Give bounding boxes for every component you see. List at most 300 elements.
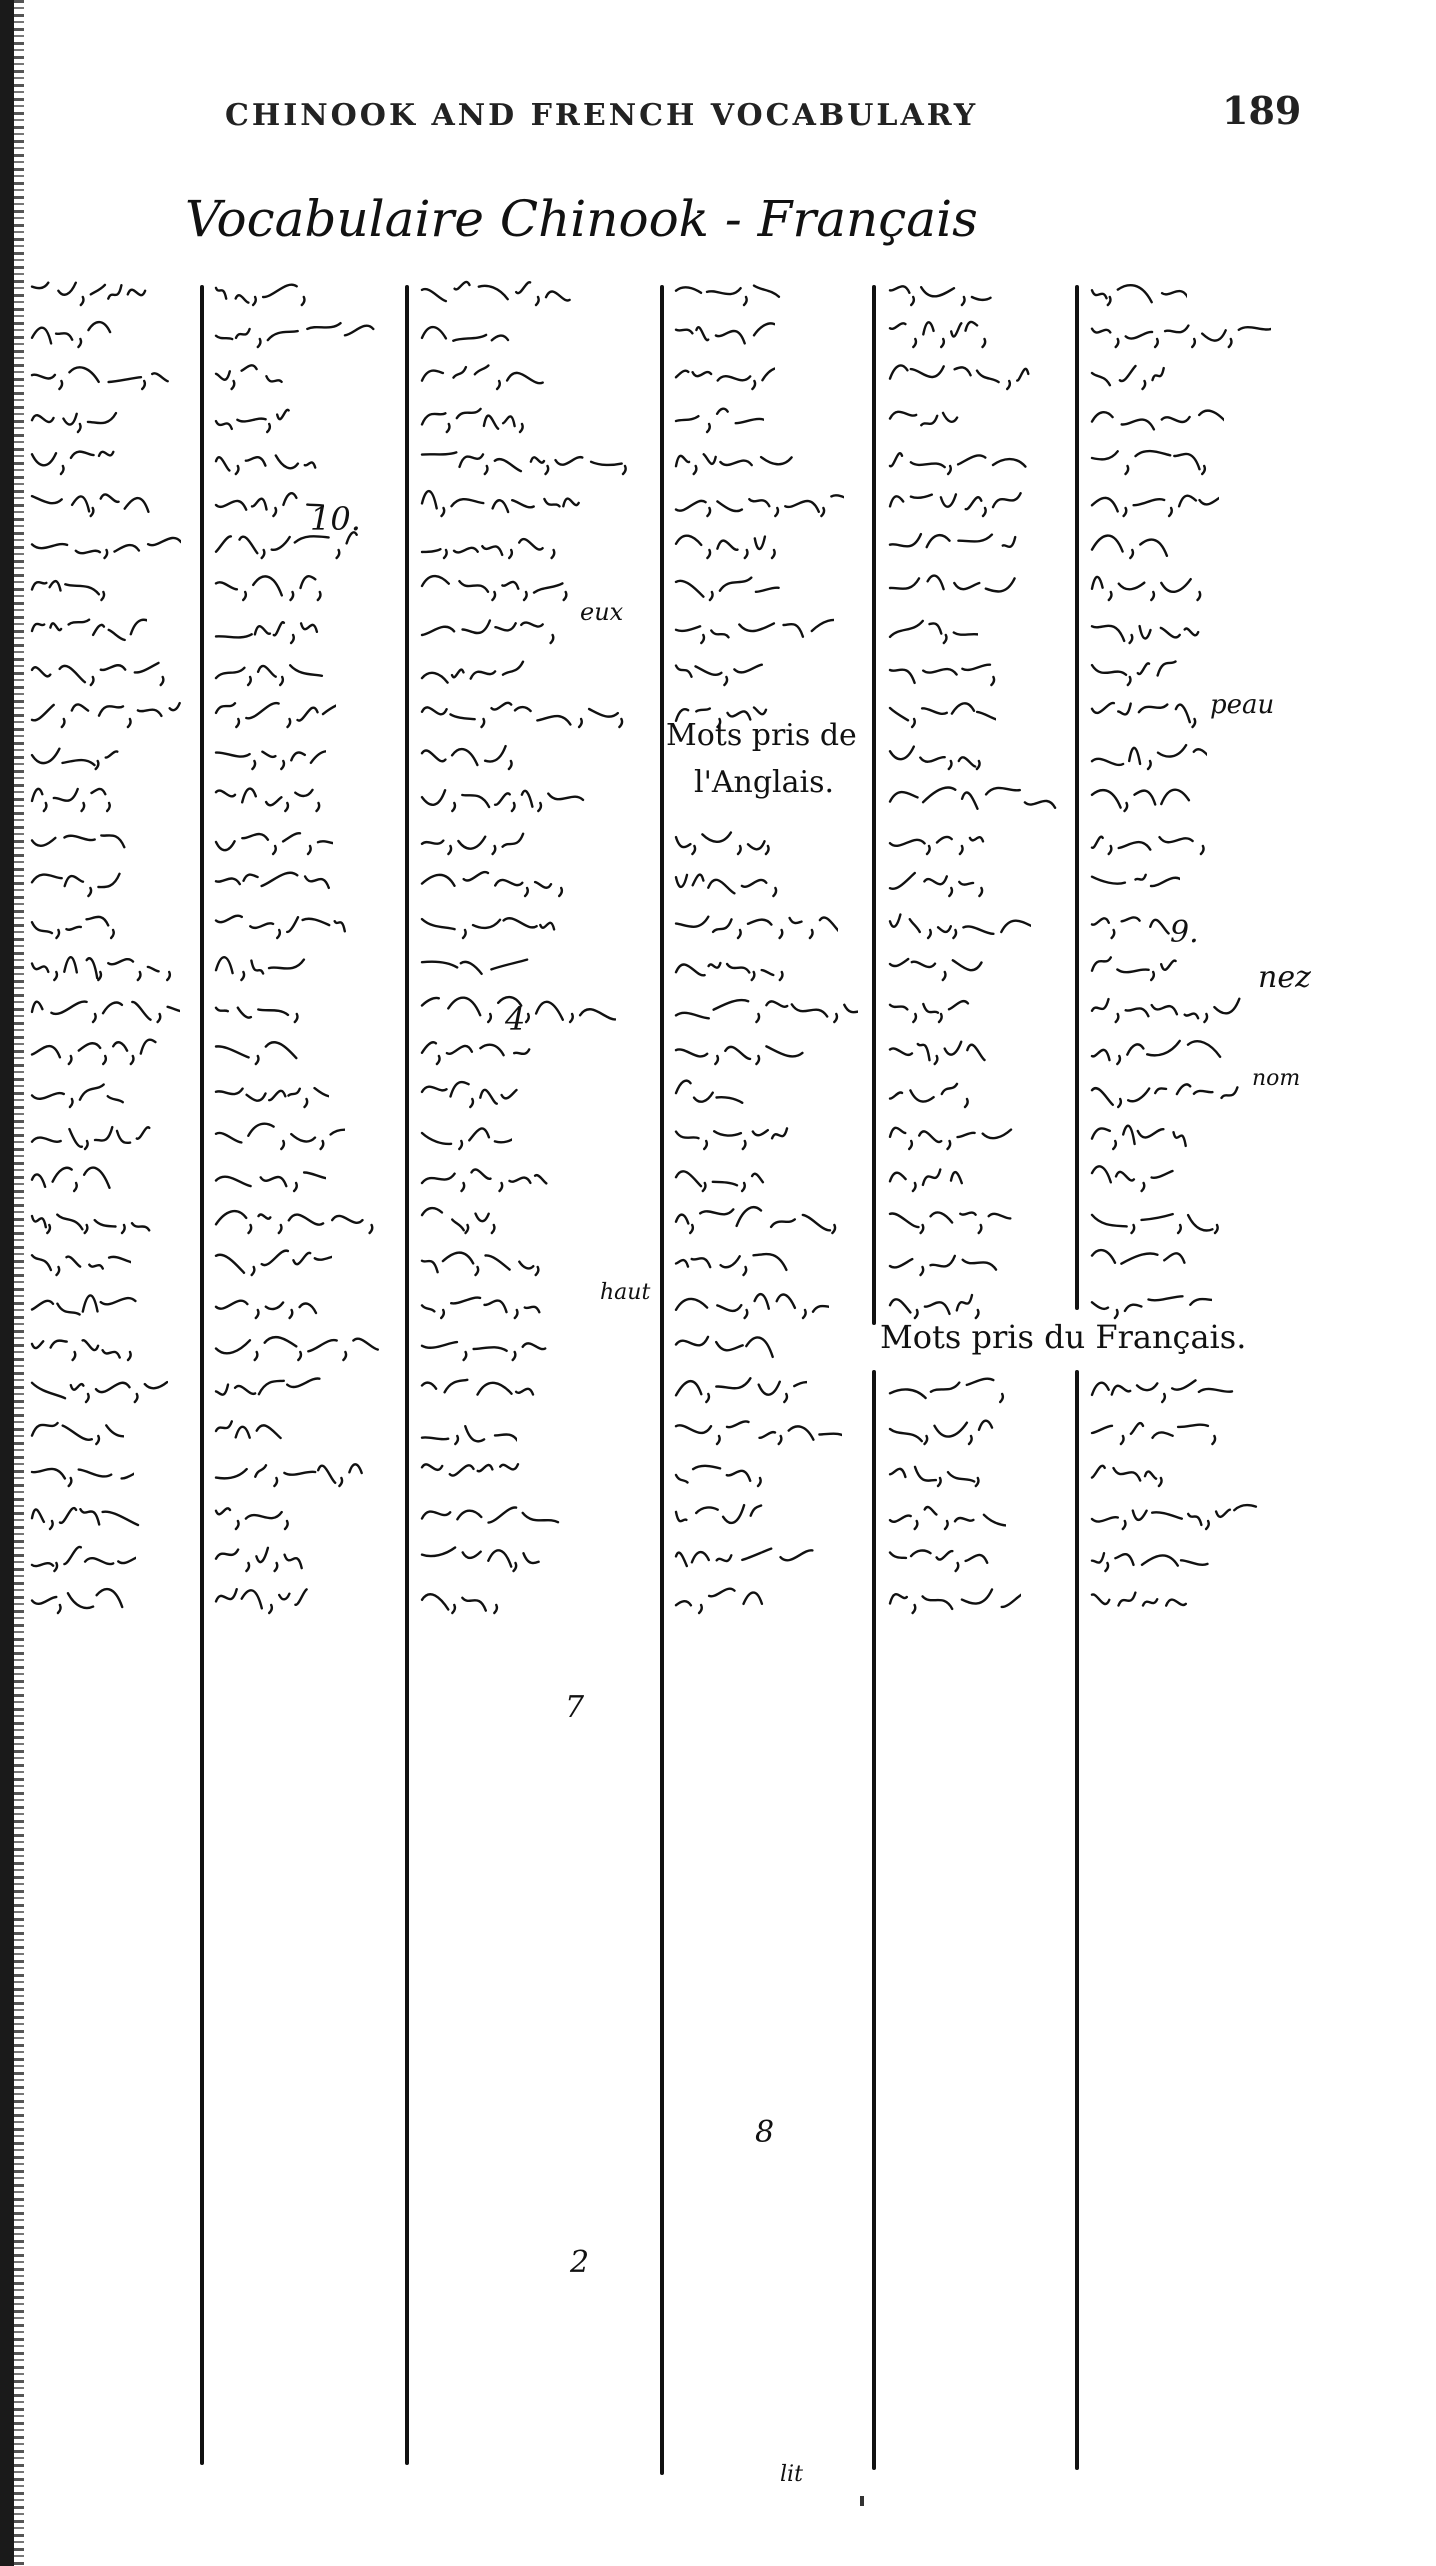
shorthand-glyph — [672, 1284, 829, 1324]
shorthand-glyph — [886, 735, 1025, 775]
shorthand-entry — [672, 734, 868, 776]
shorthand-glyph — [1088, 1410, 1242, 1450]
shorthand-entry — [672, 1156, 868, 1198]
shorthand-glyph — [886, 1368, 1019, 1408]
shorthand-entry — [212, 692, 402, 734]
shorthand-entry — [28, 861, 198, 903]
shorthand-glyph — [418, 904, 595, 944]
shorthand-glyph — [886, 271, 994, 311]
shorthand-glyph — [672, 1241, 855, 1281]
shorthand-glyph — [418, 1115, 512, 1155]
shorthand-glyph — [28, 566, 164, 606]
shorthand-entry — [212, 1367, 402, 1409]
shorthand-entry — [1088, 354, 1288, 396]
shorthand-glyph — [672, 440, 794, 480]
shorthand-entry — [28, 818, 198, 860]
shorthand-glyph — [418, 271, 606, 311]
shorthand-glyph — [672, 566, 813, 606]
shorthand-entry — [886, 608, 1072, 650]
shorthand-entry — [886, 354, 1072, 396]
shorthand-entry — [1088, 945, 1288, 987]
shorthand-glyph — [886, 1495, 1006, 1535]
shorthand-entry — [886, 565, 1072, 607]
shorthand-entry — [886, 945, 1072, 987]
shorthand-glyph — [28, 1326, 156, 1366]
shorthand-glyph — [212, 862, 380, 902]
shorthand-entry — [886, 1493, 1072, 1535]
shorthand-entry — [1088, 608, 1288, 650]
shorthand-entry — [886, 1198, 1072, 1240]
gloss-haut: haut — [600, 1280, 651, 1305]
shorthand-entry — [1088, 565, 1288, 607]
shorthand-glyph — [212, 1157, 326, 1197]
shorthand-entry — [672, 1072, 868, 1114]
shorthand-entry — [1088, 1198, 1288, 1240]
shorthand-entry — [886, 776, 1072, 818]
shorthand-entry — [418, 692, 656, 734]
shorthand-glyph — [886, 313, 1026, 353]
shorthand-entry — [28, 397, 198, 439]
shorthand-glyph — [1088, 1241, 1188, 1281]
shorthand-entry — [1088, 776, 1288, 818]
shorthand-glyph — [672, 313, 775, 353]
shorthand-glyph — [1088, 1495, 1259, 1535]
shorthand-glyph — [28, 904, 183, 944]
shorthand-glyph — [212, 1410, 304, 1450]
shorthand-entry — [28, 1114, 198, 1156]
shorthand-entry — [418, 1493, 656, 1535]
shorthand-entry — [672, 945, 868, 987]
column-rule-5 — [1075, 285, 1079, 1310]
shorthand-entry — [418, 354, 656, 396]
shorthand-glyph — [1088, 355, 1233, 395]
shorthand-entry — [672, 397, 868, 439]
shorthand-glyph — [418, 693, 639, 733]
shorthand-glyph — [1088, 1115, 1187, 1155]
column-rule-5b — [1075, 1370, 1079, 2470]
shorthand-entry — [28, 734, 198, 776]
shorthand-entry — [418, 397, 656, 439]
shorthand-glyph — [418, 1241, 614, 1281]
shorthand-glyph — [672, 609, 834, 649]
shorthand-glyph — [418, 355, 558, 395]
shorthand-glyph — [212, 1241, 332, 1281]
shorthand-entry — [212, 903, 402, 945]
shorthand-glyph — [886, 482, 1037, 522]
shorthand-entry — [886, 818, 1072, 860]
shorthand-glyph — [672, 1199, 849, 1239]
shorthand-glyph — [212, 482, 324, 522]
shorthand-glyph — [212, 440, 362, 480]
shorthand-entry — [886, 312, 1072, 354]
shorthand-glyph — [212, 1199, 385, 1239]
shorthand-glyph — [418, 1368, 552, 1408]
shorthand-glyph — [28, 1115, 158, 1155]
shorthand-entry — [28, 692, 198, 734]
shorthand-entry — [212, 734, 402, 776]
shorthand-entry — [672, 1240, 868, 1282]
gloss-peau: peau — [1210, 690, 1275, 720]
shorthand-entry — [28, 903, 198, 945]
shorthand-glyph — [886, 1410, 1007, 1450]
vocabulary-heading: Vocabulaire Chinook - Français — [185, 190, 978, 248]
shorthand-entry — [886, 1578, 1072, 1620]
numeral-9: 9. — [1170, 915, 1199, 950]
shorthand-glyph — [212, 777, 335, 817]
shorthand-entry — [28, 481, 198, 523]
shorthand-column-6 — [1088, 270, 1288, 1620]
shorthand-glyph — [212, 1326, 387, 1366]
shorthand-entry — [886, 481, 1072, 523]
shorthand-entry — [28, 650, 198, 692]
shorthand-entry — [1088, 692, 1288, 734]
shorthand-glyph — [1088, 693, 1205, 733]
shorthand-glyph — [418, 1284, 628, 1324]
numeral-8: 8 — [755, 2115, 775, 2150]
shorthand-glyph — [886, 777, 1060, 817]
shorthand-entry — [672, 523, 868, 565]
shorthand-glyph — [672, 904, 838, 944]
shorthand-glyph — [418, 946, 532, 986]
shorthand-entry — [672, 1283, 868, 1325]
shorthand-glyph — [28, 1579, 128, 1619]
shorthand-entry — [212, 481, 402, 523]
shorthand-entry — [886, 1240, 1072, 1282]
shorthand-entry — [672, 776, 868, 818]
shorthand-glyph — [672, 271, 781, 311]
shorthand-glyph — [886, 1157, 1025, 1197]
shorthand-entry — [672, 439, 868, 481]
shorthand-glyph — [212, 313, 381, 353]
shorthand-entry — [212, 565, 402, 607]
shorthand-entry — [28, 945, 198, 987]
shorthand-entry — [28, 1072, 198, 1114]
shorthand-glyph — [212, 1115, 345, 1155]
shorthand-glyph — [1088, 820, 1236, 860]
shorthand-entry — [886, 1536, 1072, 1578]
shorthand-entry — [418, 608, 656, 650]
shorthand-glyph — [672, 1326, 777, 1366]
shorthand-glyph — [886, 1537, 990, 1577]
shorthand-glyph — [212, 1495, 307, 1535]
shorthand-glyph — [1088, 1073, 1259, 1113]
shorthand-glyph — [212, 1073, 329, 1113]
shorthand-glyph — [672, 355, 775, 395]
shorthand-entry — [28, 1578, 198, 1620]
shorthand-glyph — [672, 651, 779, 691]
shorthand-entry — [1088, 734, 1288, 776]
shorthand-glyph — [28, 1073, 154, 1113]
shorthand-entry — [212, 776, 402, 818]
shorthand-glyph — [28, 1452, 134, 1492]
shorthand-glyph — [672, 1157, 808, 1197]
gloss-eux: eux — [580, 598, 624, 626]
shorthand-glyph — [672, 1030, 823, 1070]
shorthand-glyph — [1088, 313, 1271, 353]
shorthand-glyph — [212, 1368, 331, 1408]
shorthand-entry — [212, 1283, 402, 1325]
shorthand-entry — [28, 523, 198, 565]
shorthand-entry — [28, 1240, 198, 1282]
shorthand-entry — [28, 565, 198, 607]
shorthand-glyph — [886, 820, 993, 860]
shorthand-entry — [212, 523, 402, 565]
shorthand-entry — [1088, 312, 1288, 354]
shorthand-entry — [886, 523, 1072, 565]
shorthand-glyph — [1088, 398, 1224, 438]
shorthand-glyph — [418, 1030, 540, 1070]
shorthand-entry — [886, 1367, 1072, 1409]
shorthand-glyph — [886, 398, 1016, 438]
shorthand-entry — [672, 270, 868, 312]
shorthand-entry — [28, 1029, 198, 1071]
shorthand-entry — [418, 523, 656, 565]
shorthand-entry — [212, 312, 402, 354]
shorthand-glyph — [672, 524, 821, 564]
shorthand-entry — [212, 1536, 402, 1578]
shorthand-entry — [212, 354, 402, 396]
shorthand-entry — [418, 734, 656, 776]
shorthand-entry — [418, 945, 656, 987]
scan-speck — [860, 2496, 864, 2506]
shorthand-entry — [672, 1578, 868, 1620]
shorthand-glyph — [1088, 1537, 1226, 1577]
shorthand-glyph — [886, 651, 1034, 691]
shorthand-glyph — [886, 1284, 1051, 1324]
shorthand-entry — [672, 987, 868, 1029]
shorthand-entry — [1088, 650, 1288, 692]
shorthand-glyph — [28, 946, 186, 986]
shorthand-glyph — [28, 820, 140, 860]
shorthand-entry — [418, 1283, 656, 1325]
shorthand-entry — [672, 650, 868, 692]
shorthand-glyph — [212, 1579, 320, 1619]
shorthand-glyph — [672, 862, 855, 902]
shorthand-entry — [886, 1156, 1072, 1198]
shorthand-entry — [1088, 1578, 1288, 1620]
shorthand-glyph — [212, 946, 308, 986]
shorthand-entry — [28, 1283, 198, 1325]
shorthand-glyph — [418, 482, 592, 522]
shorthand-entry — [28, 270, 198, 312]
section-label-english-line2: l'Anglais. — [694, 765, 835, 800]
shorthand-glyph — [418, 1452, 617, 1492]
shorthand-glyph — [672, 820, 781, 860]
shorthand-glyph — [28, 862, 169, 902]
shorthand-glyph — [418, 777, 638, 817]
shorthand-entry — [672, 1493, 868, 1535]
shorthand-entry — [886, 1029, 1072, 1071]
shorthand-entry — [672, 818, 868, 860]
shorthand-entry — [1088, 1283, 1288, 1325]
shorthand-entry — [672, 1198, 868, 1240]
shorthand-entry — [1088, 481, 1288, 523]
shorthand-entry — [212, 1198, 402, 1240]
scan-edge-noise — [14, 0, 24, 2566]
shorthand-entry — [672, 312, 868, 354]
shorthand-glyph — [28, 271, 152, 311]
shorthand-entry — [886, 650, 1072, 692]
shorthand-entry — [886, 692, 1072, 734]
shorthand-entry — [212, 270, 402, 312]
shorthand-entry — [28, 1536, 198, 1578]
shorthand-glyph — [212, 566, 335, 606]
shorthand-glyph — [1088, 1368, 1242, 1408]
shorthand-entry — [886, 1283, 1072, 1325]
shorthand-entry — [212, 1493, 402, 1535]
shorthand-entry — [672, 565, 868, 607]
shorthand-glyph — [1088, 1199, 1233, 1239]
section-label-french: Mots pris du Français. — [880, 1318, 1247, 1356]
shorthand-glyph — [1088, 1157, 1268, 1197]
column-rule-4b — [872, 1370, 876, 2470]
shorthand-entry — [418, 1072, 656, 1114]
shorthand-entry — [28, 1198, 198, 1240]
shorthand-entry — [212, 1409, 402, 1451]
shorthand-entry — [1088, 861, 1288, 903]
shorthand-entry — [212, 608, 402, 650]
shorthand-entry — [418, 565, 656, 607]
shorthand-entry — [212, 1114, 402, 1156]
shorthand-glyph — [672, 1452, 780, 1492]
shorthand-entry — [418, 1536, 656, 1578]
shorthand-entry — [886, 903, 1072, 945]
shorthand-entry — [672, 1367, 868, 1409]
shorthand-glyph — [1088, 777, 1197, 817]
shorthand-entry — [1088, 1072, 1288, 1114]
shorthand-glyph — [28, 1537, 136, 1577]
shorthand-entry — [672, 1409, 868, 1451]
shorthand-entry — [418, 650, 656, 692]
numeral-2: 2 — [570, 2245, 590, 2280]
shorthand-glyph — [672, 1537, 847, 1577]
shorthand-glyph — [28, 1368, 168, 1408]
shorthand-glyph — [1088, 1452, 1202, 1492]
shorthand-entry — [28, 354, 198, 396]
shorthand-entry — [212, 1156, 402, 1198]
shorthand-glyph — [672, 398, 764, 438]
shorthand-glyph — [418, 988, 616, 1028]
shorthand-entry — [28, 1451, 198, 1493]
shorthand-glyph — [28, 398, 118, 438]
running-head — [0, 88, 1436, 148]
shorthand-glyph — [1088, 1284, 1212, 1324]
shorthand-glyph — [212, 355, 327, 395]
shorthand-glyph — [1088, 735, 1207, 775]
shorthand-entry — [418, 861, 656, 903]
shorthand-glyph — [1088, 271, 1187, 311]
shorthand-glyph — [886, 1030, 989, 1070]
shorthand-glyph — [886, 1073, 1036, 1113]
shorthand-glyph — [886, 862, 1022, 902]
shorthand-entry — [28, 312, 198, 354]
shorthand-glyph — [1088, 609, 1215, 649]
shorthand-glyph — [886, 566, 1023, 606]
shorthand-glyph — [28, 1284, 183, 1324]
shorthand-glyph — [418, 1537, 547, 1577]
shorthand-entry — [28, 439, 198, 481]
shorthand-glyph — [418, 566, 584, 606]
shorthand-glyph — [212, 271, 316, 311]
numeral-10: 10. — [310, 500, 361, 538]
shorthand-glyph — [28, 1030, 171, 1070]
shorthand-entry — [1088, 1536, 1288, 1578]
shorthand-entry — [418, 270, 656, 312]
shorthand-entry — [28, 608, 198, 650]
shorthand-entry — [886, 1072, 1072, 1114]
shorthand-entry — [212, 1578, 402, 1620]
shorthand-entry — [418, 1367, 656, 1409]
shorthand-entry — [672, 1451, 868, 1493]
shorthand-entry — [212, 1029, 402, 1071]
shorthand-glyph — [418, 609, 634, 649]
shorthand-entry — [28, 987, 198, 1029]
shorthand-entry — [418, 1451, 656, 1493]
shorthand-entry — [1088, 1451, 1288, 1493]
shorthand-entry — [1088, 523, 1288, 565]
shorthand-glyph — [28, 524, 181, 564]
shorthand-glyph — [212, 609, 327, 649]
shorthand-entry — [1088, 1325, 1288, 1367]
shorthand-entry — [212, 861, 402, 903]
shorthand-column-5 — [886, 270, 1072, 1620]
shorthand-entry — [418, 818, 656, 860]
shorthand-glyph — [212, 1284, 329, 1324]
shorthand-glyph — [1088, 651, 1183, 691]
shorthand-entry — [672, 692, 868, 734]
shorthand-glyph — [418, 820, 638, 860]
shorthand-glyph — [212, 820, 333, 860]
shorthand-glyph — [28, 313, 141, 353]
shorthand-glyph — [418, 735, 589, 775]
shorthand-entry — [886, 397, 1072, 439]
shorthand-entry — [886, 270, 1072, 312]
shorthand-glyph — [886, 946, 999, 986]
shorthand-glyph — [28, 988, 180, 1028]
shorthand-glyph — [886, 693, 996, 733]
shorthand-glyph — [672, 1073, 843, 1113]
shorthand-glyph — [418, 1199, 607, 1239]
shorthand-entry — [418, 1240, 656, 1282]
shorthand-glyph — [886, 355, 1037, 395]
shorthand-entry — [886, 1114, 1072, 1156]
shorthand-glyph — [28, 1241, 131, 1281]
shorthand-glyph — [1088, 566, 1209, 606]
shorthand-entry — [672, 1536, 868, 1578]
column-rule-4 — [872, 285, 876, 1325]
shorthand-glyph — [28, 1495, 150, 1535]
shorthand-glyph — [418, 1326, 547, 1366]
shorthand-column-1 — [28, 270, 198, 1620]
shorthand-glyph — [418, 1495, 567, 1535]
shorthand-entry — [886, 1409, 1072, 1451]
shorthand-glyph — [672, 693, 778, 733]
shorthand-glyph — [1088, 1579, 1262, 1619]
shorthand-glyph — [212, 693, 336, 733]
shorthand-entry — [1088, 818, 1288, 860]
shorthand-glyph — [1088, 862, 1180, 902]
shorthand-glyph — [1088, 524, 1181, 564]
shorthand-entry — [886, 1451, 1072, 1493]
shorthand-entry — [212, 1451, 402, 1493]
shorthand-entry — [418, 1325, 656, 1367]
running-title: CHINOOK AND FRENCH VOCABULARY — [225, 98, 979, 133]
shorthand-entry — [886, 861, 1072, 903]
shorthand-glyph — [28, 355, 185, 395]
shorthand-entry — [418, 1198, 656, 1240]
shorthand-glyph — [418, 1157, 560, 1197]
shorthand-glyph — [886, 1115, 1025, 1155]
